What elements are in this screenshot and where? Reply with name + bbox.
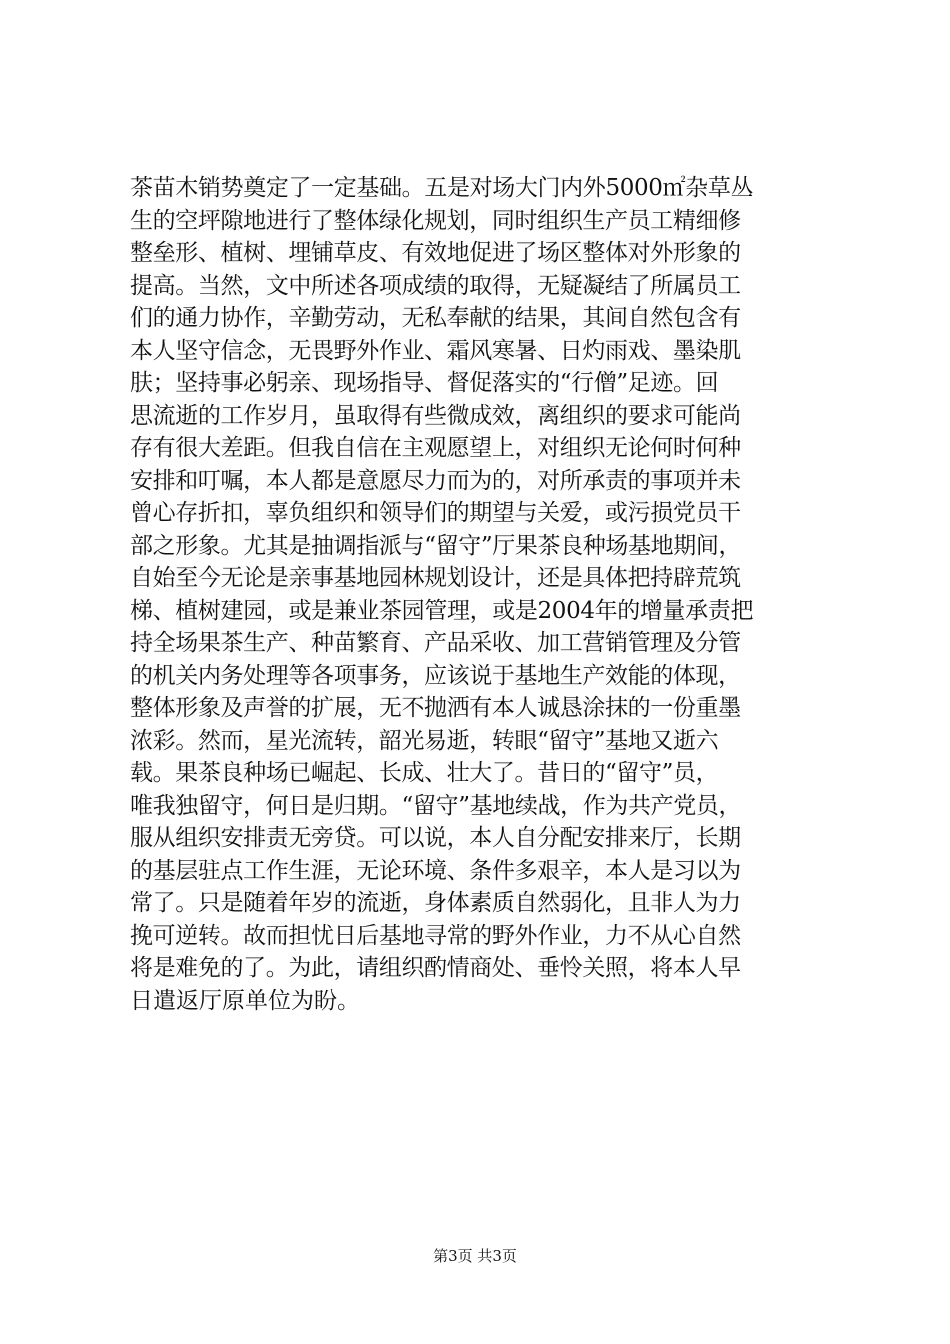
body-line: 提高。当然，文中所述各项成绩的取得，无疑凝结了所属员工 (130, 272, 741, 299)
body-line: 自始至今无论是亲事基地园林规划设计，还是具体把持辟荒筑 (130, 565, 741, 591)
body-line: 茶苗木销势奠定了一定基础。五是对场大门内外5000㎡杂草丛 (130, 175, 754, 201)
body-line: 持全场果茶生产、种苗繁育、产品采收、加工营销管理及分管 (130, 630, 741, 656)
body-line: 部之形象。尤其是抽调指派与“留守”厅果茶良种场基地期间， (130, 532, 742, 559)
body-line: 整垒形、植树、埋铺草皮、有效地促进了场区整体对外形象的 (130, 240, 741, 266)
body-line: 们的通力协作，辛勤劳动，无私奉献的结果，其间自然包含有 (130, 305, 741, 331)
body-line: 的机关内务处理等各项事务，应该说于基地生产效能的体现， (130, 662, 741, 689)
body-line: 服从组织安排责无旁贷。可以说，本人自分配安排来厅，长期 (130, 825, 741, 851)
body-line: 安排和叮嘱，本人都是意愿尽力而为的，对所承责的事项并未 (130, 467, 741, 494)
body-line: 常了。只是随着年岁的流逝，身体素质自然弱化，且非人为力 (130, 890, 741, 916)
body-line: 梯、植树建园，或是兼业茶园管理，或是2004年的增量承责把 (130, 597, 754, 624)
body-line: 挽可逆转。故而担忧日后基地寻常的野外作业，力不从心自然 (130, 922, 741, 949)
body-line: 将是难免的了。为此，请组织酌情商处、垂怜关照，将本人早 (130, 955, 741, 981)
body-line: 唯我独留守，何日是归期。“留守”基地续战，作为共产党员， (130, 792, 742, 819)
body-line: 浓彩。然而，星光流转，韶光易逝，转眼“留守”基地又逝六 (130, 727, 719, 754)
body-line: 的基层驻点工作生涯，无论环境、条件多艰辛，本人是习以为 (130, 857, 741, 884)
body-line: 日遣返厅原单位为盼。 (130, 987, 360, 1014)
body-line: 载。果茶良种场已崛起、长成、壮大了。昔日的“留守”员， (130, 760, 719, 786)
body-line: 本人坚守信念，无畏野外作业、霜风寒暑、日灼雨戏、墨染肌 (130, 337, 741, 364)
body-line: 曾心存折扣，辜负组织和领导们的期望与关爱，或污损党员干 (130, 500, 741, 526)
body-line: 存有很大差距。但我自信在主观愿望上，对组织无论何时何种 (130, 435, 741, 461)
body-line: 思流逝的工作岁月，虽取得有些微成效，离组织的要求可能尚 (130, 402, 741, 429)
body-line: 整体形象及声誉的扩展，无不抛洒有本人诚恳涂抹的一份重墨 (130, 695, 741, 721)
body-paragraph (130, 172, 830, 1017)
body-line: 生的空坪隙地进行了整体绿化规划，同时组织生产员工精细修 (130, 207, 741, 234)
body-line: 肤；坚持事必躬亲、现场指导、督促落实的“行僧”足迹。回 (130, 370, 719, 396)
page-footer: 第3页 共3页 (433, 1247, 517, 1265)
